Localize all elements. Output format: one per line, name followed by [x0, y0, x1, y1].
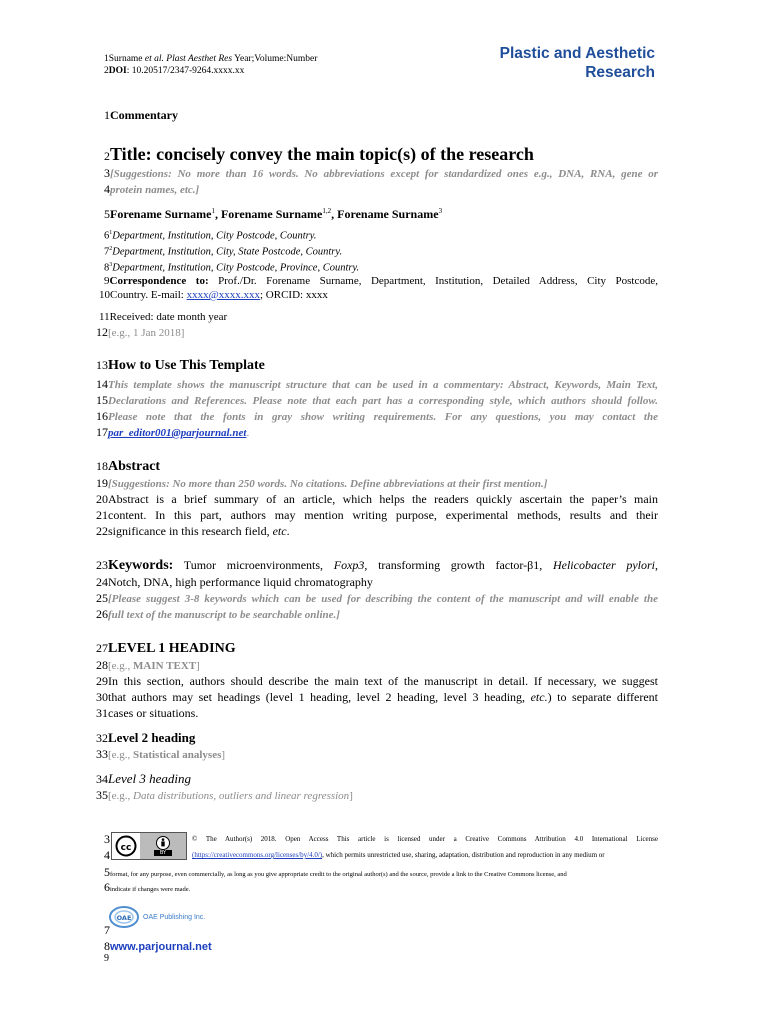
- footer-line-number: 7: [104, 923, 110, 937]
- cc-by-license-badge[interactable]: [111, 832, 187, 860]
- author-list: 5Forename Surname$^1$, Forename Surname$^{1,2}$, Forename Surname$^3$: [104, 207, 443, 221]
- affiliation-item: $6^1Department$, Institution, City Postcode, Country.: [104, 230, 317, 242]
- license-line-6: 6indicate if changes were made.: [104, 880, 191, 894]
- keywords-line1: 23Keywords: Tumor microenvironments, Foxp3, transforming growth factor-β1, Helicobacter pylori,: [96, 558, 658, 573]
- correspondence-line2: 10Country. E-mail: xxxx@xxxx.xxx; ORCID: xxxx: [99, 289, 328, 301]
- correspondence-email-link[interactable]: xxxx@xxxx.xxx: [186, 289, 260, 301]
- running-header-line1: 1Surname et al. Plast Aesthet Res Year;Volume:Number: [104, 54, 318, 64]
- license-line-number: 4: [104, 848, 110, 862]
- level1-line: 30that authors may set headings (level 1 heading, level 2 heading, level 3 heading, etc.) to separate different: [96, 690, 658, 704]
- journal-website-link[interactable]: www.parjournal.net: [110, 941, 212, 953]
- running-header-line2: 2DOI: 10.20517/2347-9264.xxxx.xx: [104, 66, 245, 76]
- level2-example: 33[e.g., Statistical analyses]: [96, 747, 226, 761]
- level2-heading: 32Level 2 heading: [96, 730, 196, 745]
- level1-line: 29In this section, authors should describe the main text of the manuscript in detail. If necessary, we suggest: [96, 674, 658, 688]
- howto-line: 15Declarations and References. Please note that each part has a corresponding style, which authors should follow.: [96, 393, 658, 407]
- license-text-line2: (https://creativecommons.org/licenses/by/4.0/), which permits unrestricted use, sharing, adaptation, distribution and reproduction in any medium or: [192, 851, 605, 859]
- howto-line: 16Please note that the fonts in gray show writing requirements. For any questions, you may contact the: [96, 409, 658, 423]
- article-title: 2Title: concisely convey the main topic(s) of the research: [104, 144, 534, 164]
- publisher-name: OAE Publishing Inc.: [143, 914, 206, 921]
- received-date: 11Received: date month year: [99, 311, 228, 323]
- level3-heading: 34Level 3 heading: [96, 771, 192, 786]
- editor-email-link[interactable]: par_editor001@parjournal.net: [108, 427, 247, 439]
- affiliations: [104, 227, 359, 275]
- affiliation-item: $7^2Department$, Institution, City, State Postcode, Country.: [104, 246, 343, 258]
- keywords-suggestion: 25[Please suggest 3-8 keywords which can be used for describing the content of the manuscript and will enable the: [96, 591, 658, 605]
- journal-website: 8www.parjournal.net: [104, 939, 212, 953]
- abstract-suggestion: 19[Suggestions: No more than 250 words. No citations. Define abbreviations at their first mention.]: [96, 476, 548, 490]
- howto-contact: 17par_editor001@parjournal.net.: [96, 425, 250, 439]
- publisher-logo: [108, 905, 142, 929]
- article-type: 1Commentary: [104, 108, 178, 122]
- level1-line: 31cases or situations.: [96, 706, 199, 720]
- level1-heading: 27LEVEL 1 HEADING: [96, 641, 236, 656]
- correspondence-line1: 9Correspondence to: Prof./Dr. Forename Surname, Department, Institution, Detailed Address, City Postcode,: [104, 275, 658, 287]
- keywords-line2: 24Notch, DNA, high performance liquid chromatography: [96, 575, 373, 589]
- abstract-line: 20Abstract is a brief summary of an article, which helps the readers quickly ascertain the paper’s main: [96, 492, 658, 506]
- license-text-line1: © The Author(s) 2018. Open Access This article is licensed under a Creative Commons Attribution 4.0 International License: [192, 835, 658, 843]
- license-line-number: 3: [104, 832, 110, 846]
- affiliation-item: $8^3Department$, Institution, City Postcode, Province, Country.: [104, 262, 360, 274]
- license-link[interactable]: (https://creativecommons.org/licenses/by/4.0/): [192, 851, 323, 859]
- title-suggestion-line2: 4protein names, etc.]: [104, 182, 200, 196]
- abstract-line: 21content. In this part, authors may mention writing purpose, experimental methods, results and their: [96, 508, 658, 522]
- title-suggestion-line1: 3[Suggestions: No more than 16 words. No abbreviations except for standardized ones e.g., DNA, RNA, gene or: [104, 166, 658, 180]
- attribution-icon: BY: [140, 833, 186, 859]
- svg-text:OAE: OAE: [116, 914, 132, 922]
- creative-commons-icon: [112, 833, 140, 859]
- howto-heading: 13How to Use This Template: [96, 358, 265, 373]
- howto-line: 14This template shows the manuscript structure that can be used in a commentary: Abstract, Keywords, Main Text,: [96, 377, 658, 391]
- received-example: 12[e.g., 1 Jan 2018]: [96, 325, 185, 339]
- abstract-line: 22significance in this research field, etc.: [96, 524, 290, 538]
- journal-name: Plastic and Aesthetic Research: [499, 45, 655, 81]
- level1-example: 28[e.g., MAIN TEXT]: [96, 658, 200, 672]
- abstract-heading: 18Abstract: [96, 459, 161, 474]
- svg-text:cc: cc: [120, 843, 132, 853]
- license-line-5: 5format, for any purpose, even commercially, as long as you give appropriate credit to the original author(s) and the source, provide a link to the Creative Commons license, and: [104, 865, 567, 879]
- keywords-suggestion: 26full text of the manuscript to be searchable online.]: [96, 607, 340, 621]
- footer-line-number: 9: [104, 953, 109, 964]
- level3-example: 35[e.g., Data distributions, outliers and linear regression]: [96, 788, 353, 802]
